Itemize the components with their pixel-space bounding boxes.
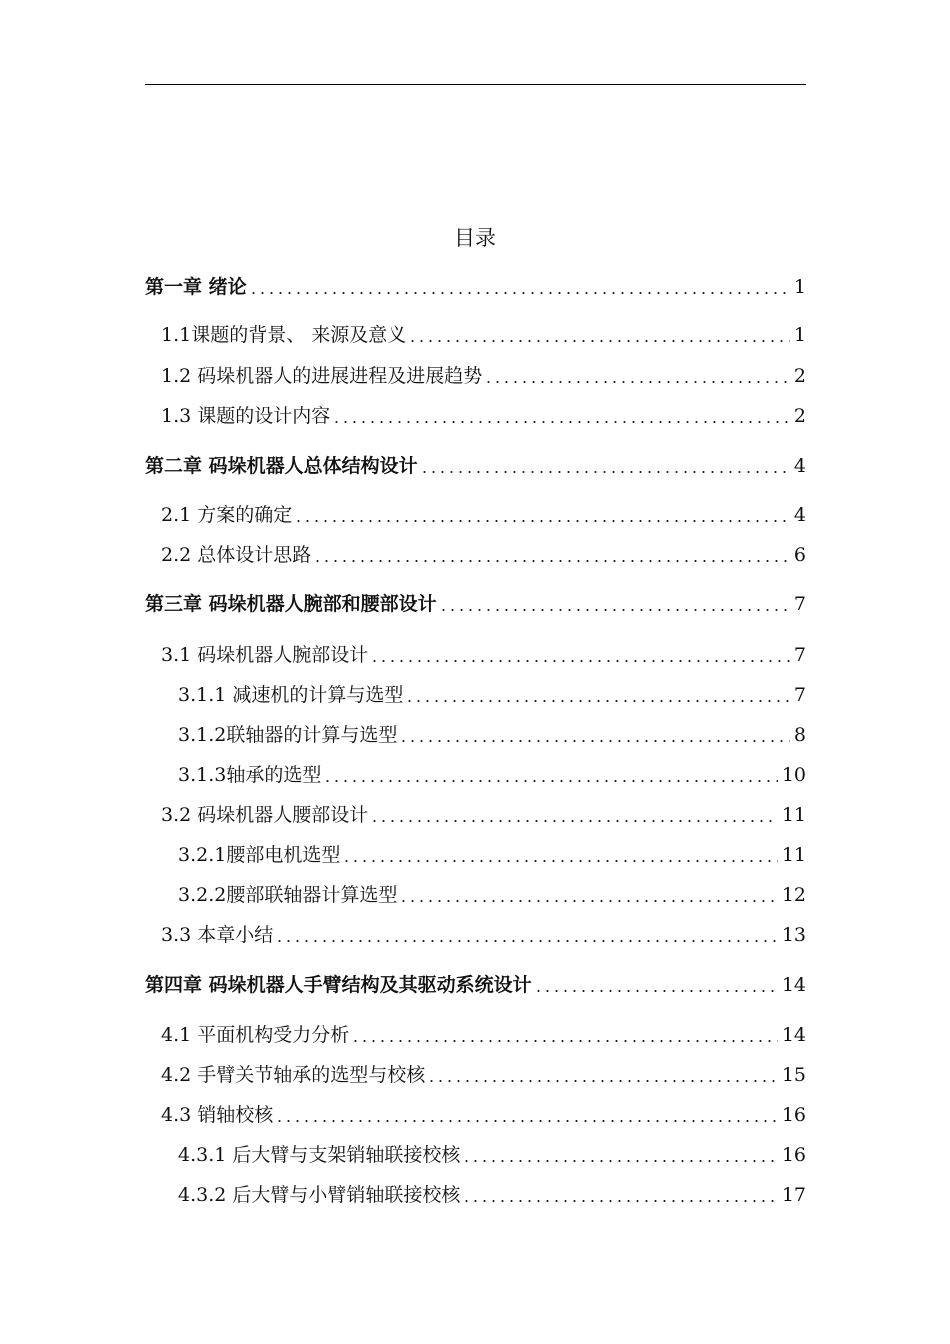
toc-entry-chapter-3[interactable]: [145, 590, 806, 618]
toc-entry-page: 1: [793, 324, 806, 346]
dot-leader: [323, 761, 777, 789]
toc-entry-2-1[interactable]: [145, 501, 806, 529]
toc-entry-label: 第二章 码垛机器人总体结构设计: [145, 455, 418, 477]
toc-entry-page: 7: [793, 593, 806, 615]
toc-entry-page: 2: [793, 365, 806, 387]
toc-entry-1-3[interactable]: [145, 402, 806, 430]
dot-leader: [370, 641, 790, 669]
toc-entry-page: 11: [781, 804, 806, 826]
toc-entry-page: 7: [793, 684, 806, 706]
toc-entry-chapter-1[interactable]: [145, 273, 806, 301]
dot-leader: [275, 921, 778, 949]
toc-entry-label: 第一章 绪论: [145, 276, 247, 298]
dot-leader: [462, 1141, 777, 1169]
toc-entry-3-3[interactable]: [145, 921, 806, 949]
toc-entry-page: 14: [781, 974, 806, 996]
toc-title: 目录: [454, 226, 496, 250]
toc-entry-page: 12: [781, 884, 806, 906]
dot-leader: [439, 590, 790, 618]
dot-leader: [427, 1061, 778, 1089]
toc-entry-page: 15: [781, 1064, 806, 1086]
dot-leader: [399, 881, 777, 909]
dot-leader: [370, 801, 778, 829]
toc-entry-label: 1.1课题的背景、 来源及意义: [161, 324, 407, 346]
dot-leader: [342, 841, 777, 869]
toc-entry-label: 3.2.1腰部电机选型: [178, 844, 341, 866]
toc-entry-4-1[interactable]: [145, 1021, 806, 1049]
toc-entry-label: 4.1 平面机构受力分析: [161, 1024, 350, 1046]
toc-entry-label: 4.3 销轴校核: [161, 1104, 274, 1126]
toc-entry-3-1[interactable]: [145, 641, 806, 669]
dot-leader: [294, 501, 790, 529]
toc-entry-page: 8: [793, 724, 806, 746]
toc-entry-4-3[interactable]: [145, 1101, 806, 1129]
toc-entry-label: 4.3.2 后大臂与小臂销轴联接校核: [178, 1184, 461, 1206]
dot-leader: [399, 721, 790, 749]
toc-entry-3-2-2[interactable]: [145, 881, 806, 909]
dot-leader: [408, 321, 790, 349]
toc-entry-page: 1: [793, 276, 806, 298]
toc-entry-label: 3.1.3轴承的选型: [178, 764, 322, 786]
dot-leader: [462, 1181, 777, 1209]
dot-leader: [351, 1021, 778, 1049]
dot-leader: [534, 971, 778, 999]
toc-entry-page: 7: [793, 644, 806, 666]
toc-entry-page: 16: [781, 1144, 806, 1166]
toc-entry-4-2[interactable]: [145, 1061, 806, 1089]
toc-entry-page: 4: [793, 455, 806, 477]
toc-entry-page: 4: [793, 504, 806, 526]
dot-leader: [313, 541, 790, 569]
dot-leader: [420, 452, 790, 480]
toc-entry-page: 17: [781, 1184, 806, 1206]
toc-entry-label: 4.3.1 后大臂与支架销轴联接校核: [178, 1144, 461, 1166]
dot-leader: [275, 1101, 778, 1129]
dot-leader: [332, 402, 790, 430]
toc-entry-chapter-2[interactable]: [145, 452, 806, 480]
toc-entry-label: 1.2 码垛机器人的进展进程及进展趋势: [161, 365, 483, 387]
toc-entry-3-2[interactable]: [145, 801, 806, 829]
toc-entry-page: 2: [793, 405, 806, 427]
toc-entry-page: 10: [781, 764, 806, 786]
toc-entry-4-3-2[interactable]: [145, 1181, 806, 1209]
toc-entry-page: 14: [781, 1024, 806, 1046]
dot-leader: [249, 273, 790, 301]
toc-entry-label: 3.1.1 减速机的计算与选型: [178, 684, 404, 706]
toc-entry-label: 3.1.2联轴器的计算与选型: [178, 724, 398, 746]
toc-entry-label: 第四章 码垛机器人手臂结构及其驱动系统设计: [145, 974, 532, 996]
toc-entry-label: 2.1 方案的确定: [161, 504, 293, 526]
toc-entry-label: 1.3 课题的设计内容: [161, 405, 331, 427]
header-rule: [145, 84, 806, 85]
toc-entry-page: 13: [781, 924, 806, 946]
toc-entry-label: 3.2 码垛机器人腰部设计: [161, 804, 369, 826]
toc-entry-4-3-1[interactable]: [145, 1141, 806, 1169]
toc-entry-2-2[interactable]: [145, 541, 806, 569]
toc-entry-3-1-3[interactable]: [145, 761, 806, 789]
toc-entry-label: 4.2 手臂关节轴承的选型与校核: [161, 1064, 426, 1086]
toc-entry-1-2[interactable]: [145, 362, 806, 390]
toc-entry-chapter-4[interactable]: [145, 971, 806, 999]
toc-entry-page: 6: [793, 544, 806, 566]
toc-entry-3-2-1[interactable]: [145, 841, 806, 869]
dot-leader: [405, 681, 790, 709]
toc-entry-label: 第三章 码垛机器人腕部和腰部设计: [145, 593, 437, 615]
toc-entry-page: 11: [781, 844, 806, 866]
toc-entry-1-1[interactable]: [145, 321, 806, 349]
toc-entry-3-1-2[interactable]: [145, 721, 806, 749]
toc-entry-page: 16: [781, 1104, 806, 1126]
toc-entry-label: 3.1 码垛机器人腕部设计: [161, 644, 369, 666]
toc-entry-label: 2.2 总体设计思路: [161, 544, 312, 566]
toc-entry-label: 3.3 本章小结: [161, 924, 274, 946]
toc-entry-label: 3.2.2腰部联轴器计算选型: [178, 884, 398, 906]
dot-leader: [484, 362, 790, 390]
toc-entry-3-1-1[interactable]: [145, 681, 806, 709]
